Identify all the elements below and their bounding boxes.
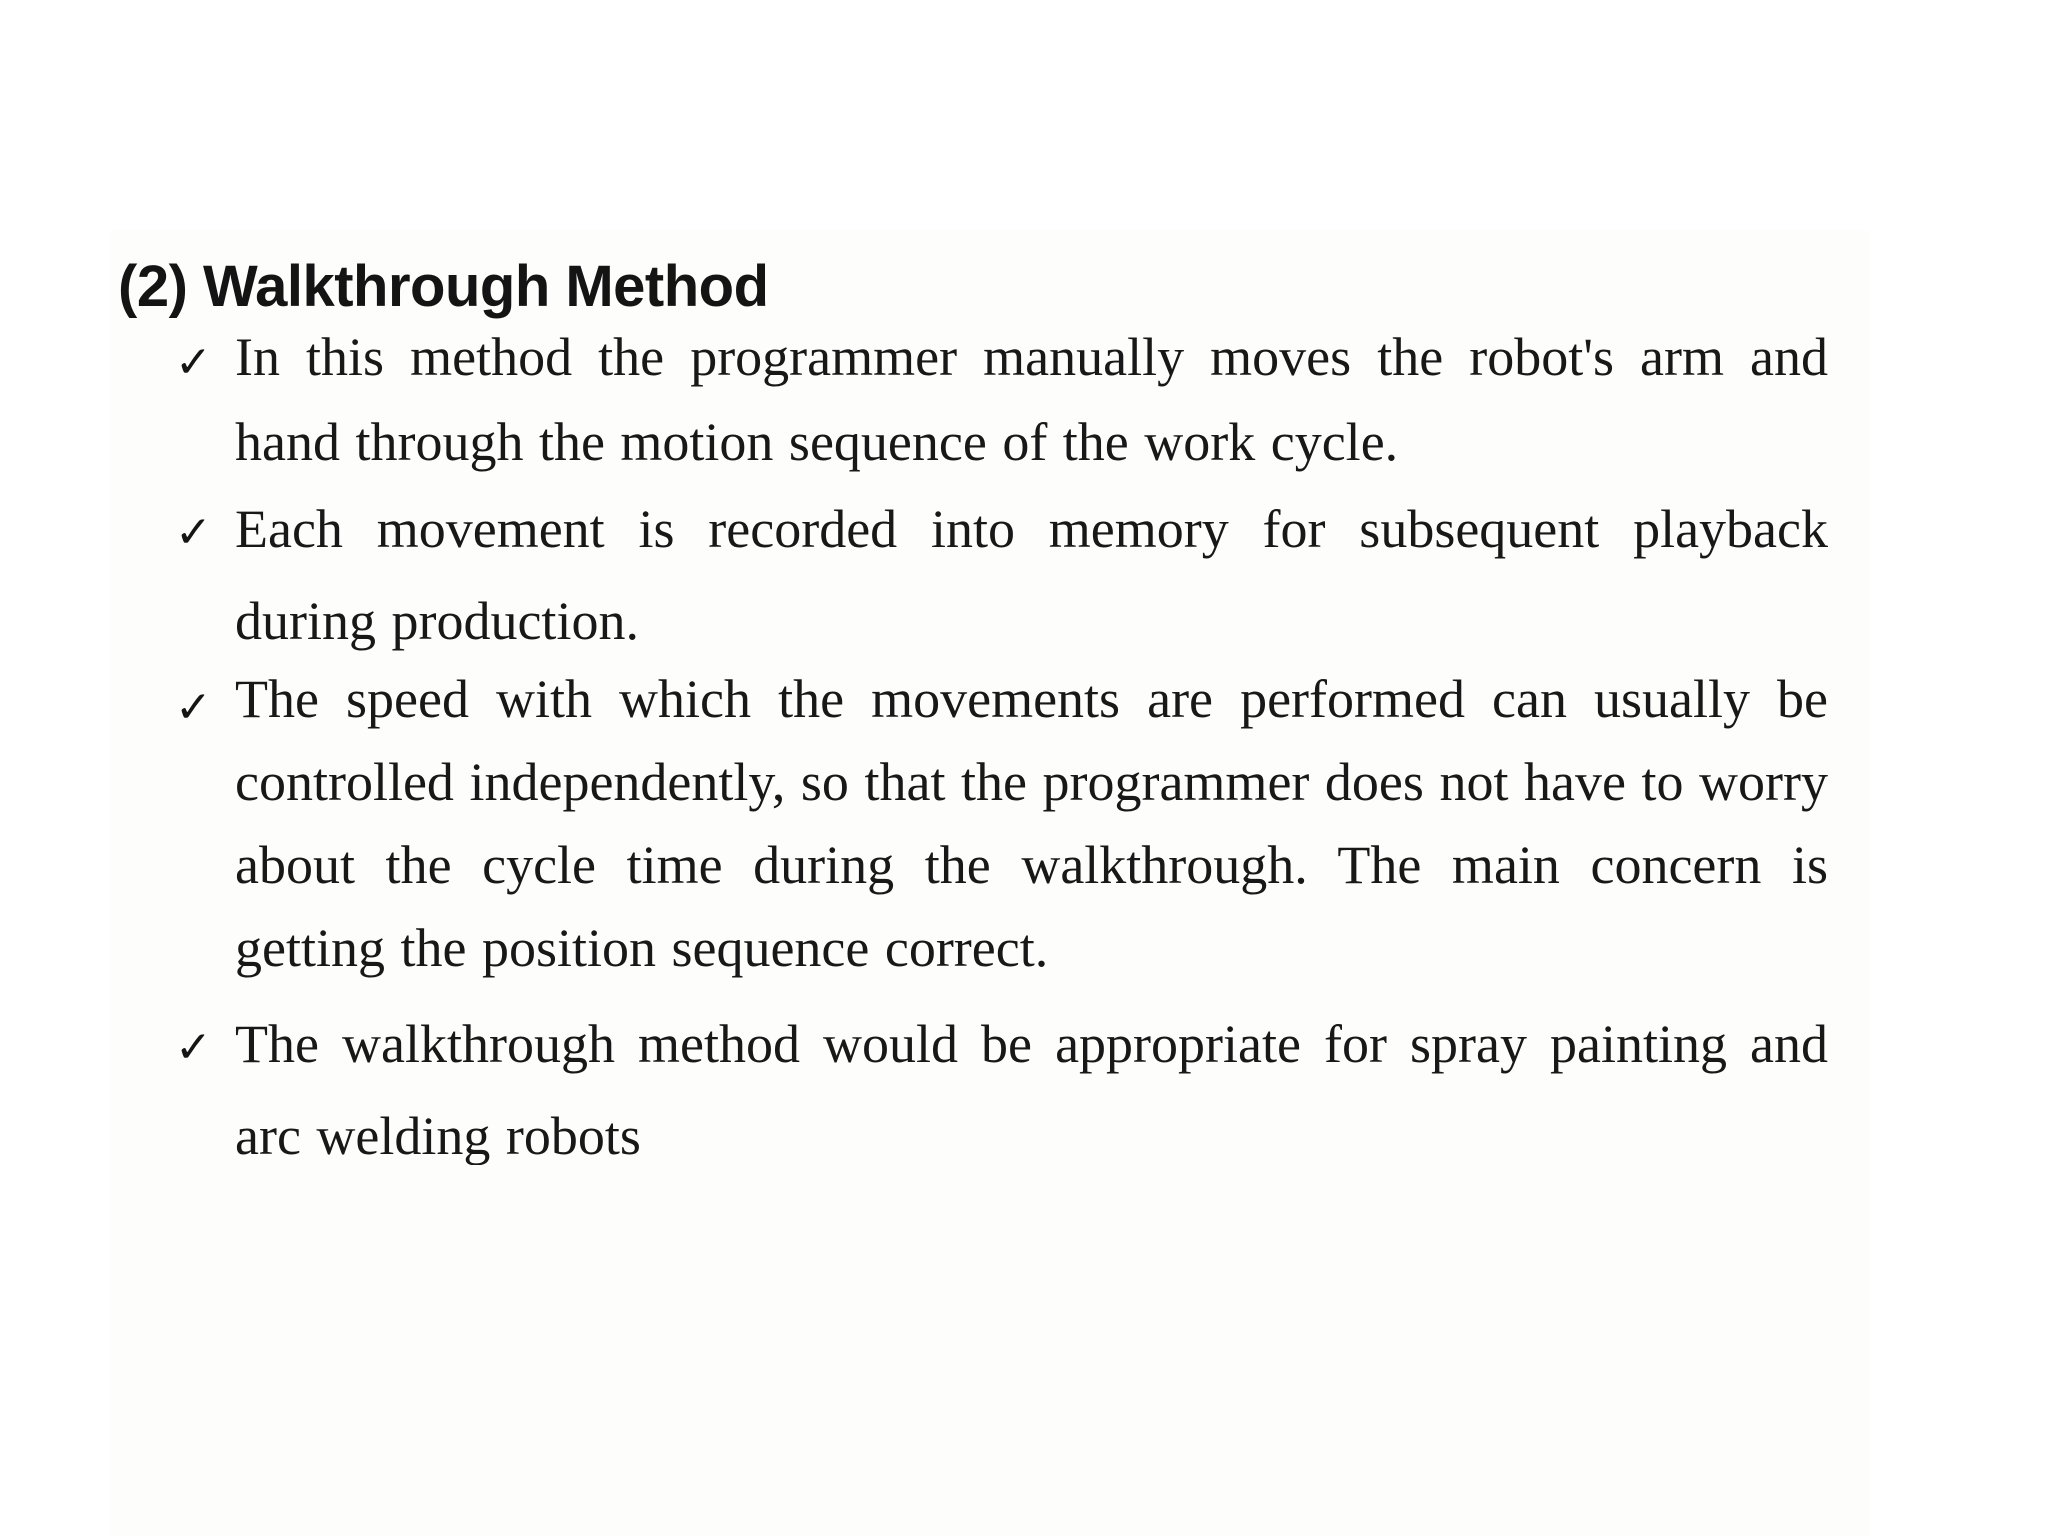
check-mark-icon: ✓ (175, 337, 212, 388)
page-content (110, 240, 1870, 1165)
check-mark-icon: ✓ (175, 1022, 212, 1073)
bullet-text: The speed with which the movements are performed can usually be controlled independently, so that the programmer does not have to worry about the cycle time during the walkthrough. The main concern is getting the position sequence correct. (235, 669, 1828, 978)
section-heading: (2) Walkthrough Method (118, 254, 769, 319)
bullet-text: Each movement is recorded into memory for subsequent playback during production. (235, 499, 1828, 651)
bullet-text: The walkthrough method would be appropriate for spray painting and arc welding robots (235, 1014, 1828, 1165)
bullet-text: In this method the programmer manually moves the robot's arm and hand through the motion sequence of the work cycle. (235, 327, 1828, 472)
check-mark-icon: ✓ (175, 507, 212, 558)
check-mark-icon: ✓ (175, 682, 212, 733)
